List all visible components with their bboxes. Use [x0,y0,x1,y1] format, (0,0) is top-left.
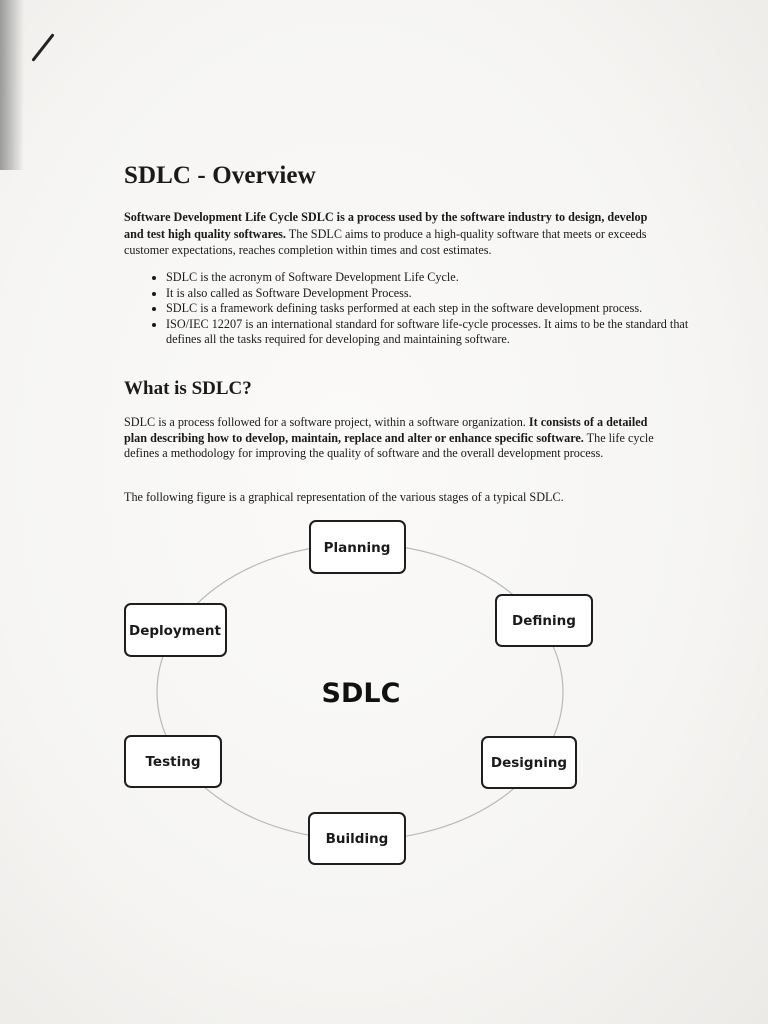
intro-bold-text: Software Development Life Cycle SDLC is a process used by the software industry to design, develop and test high quality softwares. [124,210,648,241]
list-item: • SDLC is the acronym of Software Development Life Cycle. [166,270,711,286]
stage-label: Deployment [128,623,222,639]
list-item: • SDLC is a framework defining tasks performed at each step in the software development process. [166,301,711,317]
stage-designing [482,737,576,788]
stage-label: Defining [512,613,576,629]
page-title: SDLC - Overview [124,162,316,189]
stage-deployment [125,604,226,656]
stage-label: Designing [490,755,568,771]
what-text-1: SDLC is a process followed for a software project, within a software organization. [124,415,529,429]
stage-testing [125,736,221,787]
intro-rest-text: The SDLC aims to produce a high-quality software that meets or exceeds customer expectations, reaches completion within times and cost estimates. [124,226,647,257]
list-item: • It is also called as Software Development Process. [166,286,711,302]
stage-label: Building [325,831,389,847]
diagram-center-label: SDLC [321,678,401,709]
what-bold-text: It consists of a detailed plan describing how to develop, maintain, replace and alter or enhance specific software. [124,415,648,445]
stage-planning [310,521,405,573]
stage-building [309,813,405,864]
stage-label: Testing [145,754,201,770]
section-heading: What is SDLC? [124,378,252,399]
figure-intro: The following figure is a graphical representation of the various stages of a typical SDLC. [124,490,564,504]
stage-defining [496,595,592,646]
what-text-2: The life cycle defines a methodology for improving the quality of software and the overall development process. [124,430,654,460]
list-item: • ISO/IEC 12207 is an international standard for software life-cycle processes. It aims to be the standard that defines all the tasks required for developing and maintaining software. [166,317,711,348]
stage-label: Planning [323,540,391,556]
